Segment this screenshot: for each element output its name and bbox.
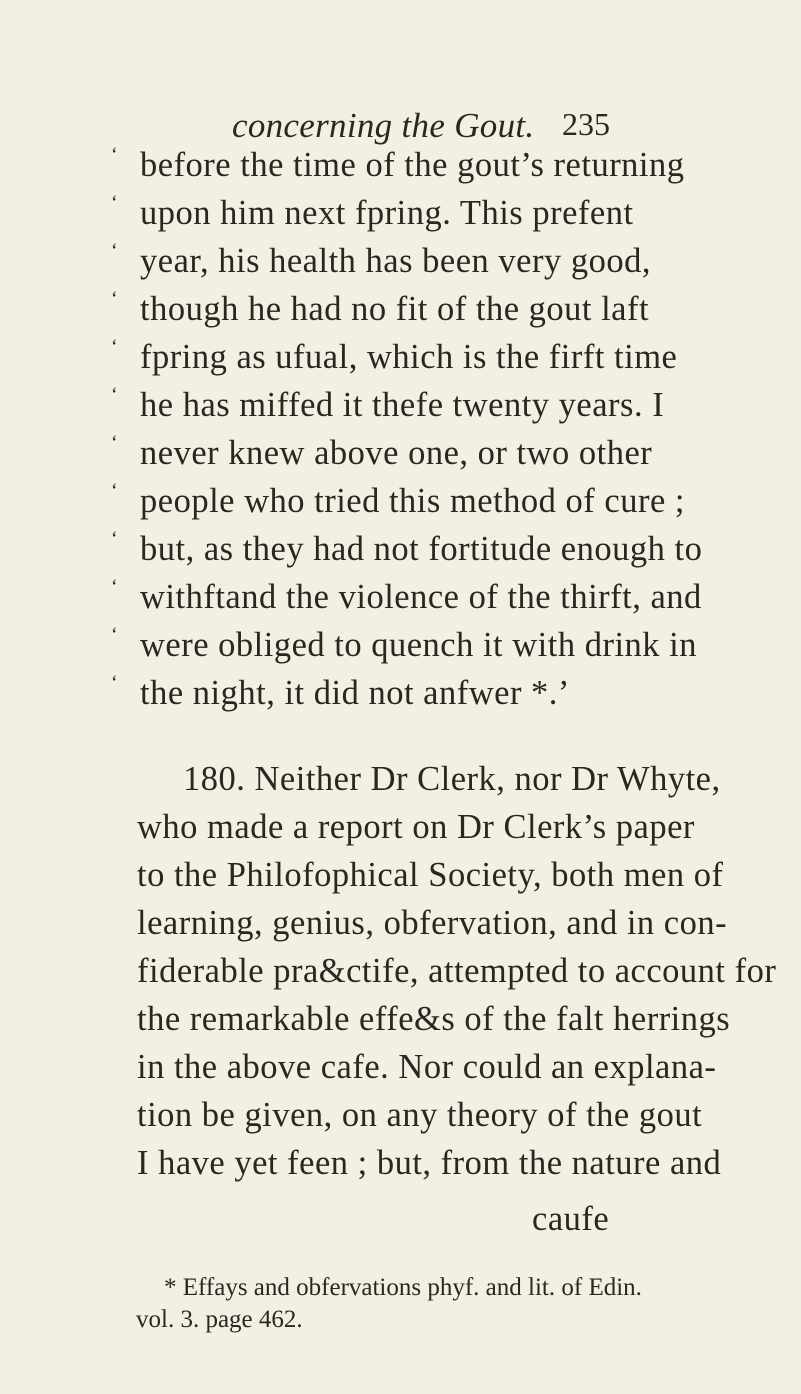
book-page: concerning the Gout. 235 ‘ before the time of the gout’s returning ‘ upon him next fpring. This prefent ‘ year, his health has been very good, ‘ though he had no fit of the gout laft ‘ fpring as ufual, which is the firft time ‘ he has miffed it thefe twenty years. I ‘ never knew above one, or two other ‘ people who tried this method of cure ; ‘ but, as they had not fortitude enough to ‘ withftand the violence of the thirft, and ‘ were obliged to quench it with drink in ‘ the night, it did not anfwer *.’ 180. Neither Dr Clerk, nor Dr Whyte, who made a report on Dr Clerk’s paper to the Philofophical Society, both men of learning, genius, obfervation, and in con- fiderable pra&ctife, attempted to account for the remarkable effe&s of the falt herrings in the above cafe. Nor could an explana- tion be given, on any theory of the gout I have yet feen ; but, from the nature and caufe * Effays and obfervations phyf. and lit. of Edin. vol. 3. page 462.	[0, 0, 801, 1394]
page-number: 235	[562, 106, 610, 142]
running-head-title: concerning the Gout.	[232, 106, 535, 145]
